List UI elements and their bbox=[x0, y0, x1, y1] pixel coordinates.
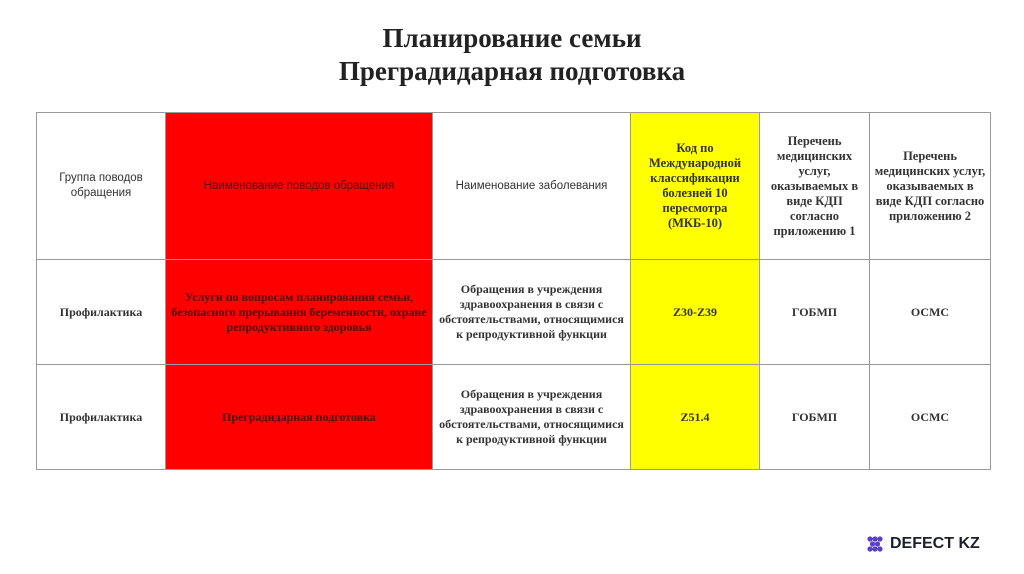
table-cell: Z30-Z39 bbox=[631, 260, 760, 365]
table-row bbox=[37, 365, 991, 470]
header-cell: Код по Международной классификации болезней 10 пересмотра (МКБ-10) bbox=[631, 113, 760, 260]
table-cell: Услуги по вопросам планирования семьи, безопасного прерывания беременности, охране репродуктивного здоровья bbox=[166, 260, 433, 365]
table-cell: Обращения в учреждения здравоохранения в связи с обстоятельствами, относящимися к репродуктивной функции bbox=[433, 260, 631, 365]
table-cell: Преградидарная подготовка bbox=[166, 365, 433, 470]
title-line-2: Преградидарная подготовка bbox=[338, 56, 686, 86]
brand-logo bbox=[866, 533, 980, 555]
grape-cluster-icon bbox=[866, 535, 884, 553]
header-cell: Наименование заболевания bbox=[433, 113, 631, 260]
table-row bbox=[37, 260, 991, 365]
table-cell: Обращения в учреждения здравоохранения в связи с обстоятельствами, относящимися к репродуктивной функции bbox=[433, 365, 631, 470]
title-line-1: Планирование семьи bbox=[382, 23, 642, 53]
table-cell: Профилактика bbox=[37, 260, 166, 365]
table-cell: Z51.4 bbox=[631, 365, 760, 470]
classification-table bbox=[36, 112, 991, 470]
header-cell: Перечень медицинских услуг, оказываемых в виде КДП согласно приложению 1 bbox=[760, 113, 870, 260]
header-cell: Перечень медицинских услуг, оказываемых в виде КДП согласно приложению 2 bbox=[870, 113, 991, 260]
table-cell: ГОБМП bbox=[760, 365, 870, 470]
table-cell: ГОБМП bbox=[760, 260, 870, 365]
header-cell: Наименование поводов обращения bbox=[166, 113, 433, 260]
header-cell: Группа поводов обращения bbox=[37, 113, 166, 260]
page-title bbox=[0, 22, 1024, 88]
table-cell: ОСМС bbox=[870, 365, 991, 470]
table-cell: Профилактика bbox=[37, 365, 166, 470]
brand-label: DEFECT KZ bbox=[890, 535, 980, 552]
table-header-row bbox=[37, 113, 991, 260]
table-cell: ОСМС bbox=[870, 260, 991, 365]
